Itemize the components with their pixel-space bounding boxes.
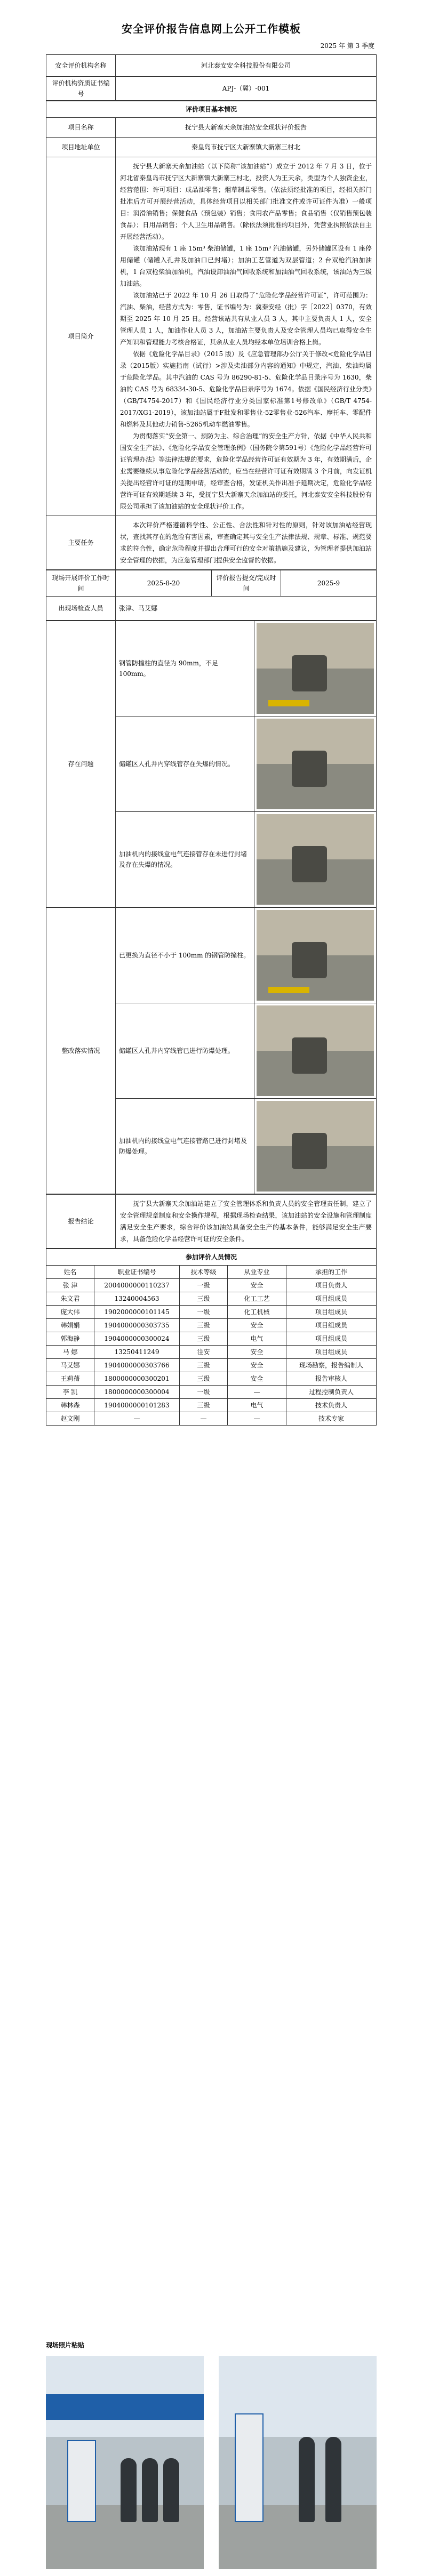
cell: 三级 <box>180 1292 228 1306</box>
project-section-title: 评价项目基本情况 <box>46 101 377 118</box>
table-row <box>46 1386 377 1399</box>
table-row <box>46 1359 377 1372</box>
rectify-label: 整改落实情况 <box>46 908 116 1194</box>
cell: 项目组成员 <box>286 1306 377 1319</box>
intro-paragraph: 依据《危险化学品目录》（2015 版）及《应急管理部办公厅关于修改<危险化学品目录（2015版）实施指南（试行）>涉及柴油部分内容的通知》中规定，汽油、柴油均属于危险化学品。其中汽油的 CAS 号为 86290-81-5、危险化学品目录序号为 1630，柴油的 CAS 号为 68334-30-5、危险化学品目录序号为 1674。依据《国民经济行业分类》（GB/T4754-2017）和《国民经济行业分类国家标准第1号修改单》（GB/T 4754-2017/XG1-2019），该加油站属于F批发和零售业-52零售业-526汽车、摩托车、零配件和燃料及其他动力销售-5265机动车燃油零售。 <box>120 350 372 428</box>
site-photo-1 <box>46 2356 204 2569</box>
column-header: 姓名 <box>46 1266 94 1279</box>
issue-photo <box>257 719 374 809</box>
table-row <box>46 1372 377 1386</box>
rectify-photo <box>257 1101 374 1192</box>
cell: 项目组成员 <box>286 1346 377 1359</box>
issues-table <box>46 621 377 907</box>
visit-date-label: 现场开展评价工作时间 <box>46 570 116 597</box>
issue-photo <box>257 623 374 714</box>
cell: 郭海静 <box>46 1332 94 1346</box>
cell: 三级 <box>180 1399 228 1412</box>
rectify-table <box>46 907 377 1194</box>
table-row <box>46 1306 377 1319</box>
task-paragraph: 本次评价严格遵循科学性、公正性、合法性和针对性的原则，针对该加油站经营现状，查找其存在的危险有害因素，审查确定其与安全生产法律法规、规章、标准、规范要求的符合性，确定危险程度并提出合理可行的安全对策措施及建议，为管理者提供加油站安全管理的依据，为应急管理部门提供安全监督的依据。 <box>120 521 372 564</box>
issue-photo <box>257 814 374 905</box>
cell: 过程控制负责人 <box>286 1386 377 1399</box>
column-header: 技术等级 <box>180 1266 228 1279</box>
intro-paragraph: 抚宁县大新寨天余加油站（以下简称“该加油站”）成立于 2012 年 7 月 3 日，位于河北省秦皇岛市抚宁区大新寨镇大新寨三村北，投资人为王天余，类型为个人独资企业，经营范围：许可项目：成品油零售；烟草制品零售。（依法须经批准的项目，经相关部门批准后方可开展经营活动，具体经营项目以相关部门批准文件或许可证件为准）一般项目：润滑油销售；保健食品（预包装）销售；食用农产品零售；食品销售（仅销售预包装食品）；日用品销售；个人卫生用品销售。（除依法须批准的项目外，凭营业执照依法自主开展经营活动）。 <box>120 163 372 240</box>
conclusion-table <box>46 1194 377 1249</box>
cell: 13240004563 <box>94 1292 180 1306</box>
column-header: 承担的工作 <box>286 1266 377 1279</box>
cell: 韩娟娟 <box>46 1319 94 1332</box>
cell: 1800000000300004 <box>94 1386 180 1399</box>
cell: 三级 <box>180 1359 228 1372</box>
cell: 1902000000101145 <box>94 1306 180 1319</box>
cell: 赵文刚 <box>46 1412 94 1426</box>
participants-section-title: 参加评价人员情况 <box>46 1249 377 1266</box>
project-address-label: 项目地址单位 <box>46 138 116 157</box>
project-name-label: 项目名称 <box>46 118 116 138</box>
cell: 安全 <box>228 1319 286 1332</box>
cell: 现场勘察，报告编制人 <box>286 1359 377 1372</box>
agency-name-label: 安全评价机构名称 <box>46 55 116 77</box>
rectify-text: 加油机内的接线盒电气连接管路已进行封堵及防爆处理。 <box>116 1099 254 1194</box>
cell: 化工机械 <box>228 1306 286 1319</box>
table-row <box>46 1292 377 1306</box>
cell: 项目组成员 <box>286 1319 377 1332</box>
cell: 1904000000101283 <box>94 1399 180 1412</box>
cell: 报告审核人 <box>286 1372 377 1386</box>
column-header: 职业证书编号 <box>94 1266 180 1279</box>
cell: 张 津 <box>46 1279 94 1292</box>
site-photo-2 <box>219 2356 377 2569</box>
cell: 一级 <box>180 1306 228 1319</box>
inspectors-label: 出现场检查人员 <box>46 597 116 621</box>
rectify-photo <box>257 1005 374 1096</box>
cell: — <box>94 1412 180 1426</box>
cell: 项目组成员 <box>286 1332 377 1346</box>
task-content <box>116 516 377 570</box>
agency-license-value: APJ-（冀）-001 <box>116 77 377 101</box>
cell: 马艾娜 <box>46 1359 94 1372</box>
agency-name-value: 河北泰安安全科技股份有限公司 <box>116 55 377 77</box>
cell: 一级 <box>180 1279 228 1292</box>
agency-table <box>46 54 377 101</box>
cell: 三级 <box>180 1319 228 1332</box>
cell: 1904000000300024 <box>94 1332 180 1346</box>
table-row <box>46 1332 377 1346</box>
cell: 技术负责人 <box>286 1399 377 1412</box>
inspectors-value: 张津、马艾娜 <box>116 597 377 621</box>
document <box>46 0 377 1426</box>
cell: 2004000000110237 <box>94 1279 180 1292</box>
cell: 1904000000303735 <box>94 1319 180 1332</box>
conclusion-text: 抚宁县大新寨天余加油站建立了安全管理体系和负责人员的安全管理责任制，建立了安全管理规章制度和安全操作规程，根据现场检查结果，该加油站的安全设施和管理制度满足安全生产要求，综合评价该加油站具备安全生产的基本条件，能够满足安全生产要求，具备危险化学品经营许可证的安全条件。 <box>116 1195 377 1249</box>
cell: 李 凯 <box>46 1386 94 1399</box>
cell: 技术专家 <box>286 1412 377 1426</box>
rectify-text: 已更换为直径不小于 100mm 的钢管防撞柱。 <box>116 908 254 1003</box>
cell: 项目负责人 <box>286 1279 377 1292</box>
issue-text: 储罐区人孔井内穿线管存在失爆的情况。 <box>116 717 254 812</box>
issue-text: 加油机内的接线盒电气连接管存在未进行封堵及存在失爆的情况。 <box>116 812 254 907</box>
report-date: 2025 年 第 3 季度 <box>320 42 374 50</box>
site-photos-label: 现场照片粘贴 <box>46 2341 85 2349</box>
cell: 韩林森 <box>46 1399 94 1412</box>
project-address-value: 秦皇岛市抚宁区大新寨镇大新寨三村北 <box>116 138 377 157</box>
table-row <box>46 1412 377 1426</box>
agency-license-label: 评价机构资质证书编号 <box>46 77 116 101</box>
site-photos <box>46 2340 377 2569</box>
cell: 马 娜 <box>46 1346 94 1359</box>
project-name-value: 抚宁县大新寨天余加油站安全现状评价报告 <box>116 118 377 138</box>
visit-table <box>46 570 377 621</box>
cell: 1904000000303766 <box>94 1359 180 1372</box>
project-intro <box>116 157 377 516</box>
cell: 一级 <box>180 1386 228 1399</box>
intro-paragraph: 该加油站现有 1 座 15m³ 柴油储罐，1 座 15m³ 汽油储罐，另外储罐区设有 1 座停用储罐（储罐入孔井及加油口已封堵）；加油工艺管道为双层管道；2 台双枪汽油加油机，1 台双枪柴油加油机，汽油设卸油油气回收系统和加油油气回收系统，该油站为三级加油站。 <box>120 245 372 287</box>
rectify-text: 储罐区人孔井内穿线管已进行防爆处理。 <box>116 1003 254 1099</box>
cell: 注安 <box>180 1346 228 1359</box>
table-row <box>46 1319 377 1332</box>
project-intro-label: 项目简介 <box>46 157 116 516</box>
cell: 安全 <box>228 1359 286 1372</box>
table-row <box>46 1399 377 1412</box>
intro-paragraph: 该加油站已于 2022 年 10 月 26 日取得了“危险化学品经营许可证”，许可范围为：汽油、柴油，经营方式为：零售，证书编号为：冀秦安经（批）字［2022］0370，有效期至 2025 年 10 月 25 日。经营该站共有从业人员 3 人，其中主要负责人 1 人，安全管理人员 1 人，加油作业人员 3 人，加油站主要负责人及安全管理人员均已取得安全生产知识和管理能力考核合格证，其余从业人员均经本单位培训合格上岗。 <box>120 292 372 346</box>
cell: 13250411249 <box>94 1346 180 1359</box>
cell: 王莉蒨 <box>46 1372 94 1386</box>
cell: 三级 <box>180 1372 228 1386</box>
cell: 三级 <box>180 1332 228 1346</box>
cell: — <box>228 1412 286 1426</box>
cell: 安全 <box>228 1346 286 1359</box>
cell: — <box>228 1386 286 1399</box>
intro-paragraph: 为贯彻落实“安全第一、预防为主、综合治理”的安全生产方针，依据《中华人民共和国安全生产法》、《危险化学品安全管理条例》（国务院令第591号）《危险化学品经营许可证管理办法》等法律法规的要求，危险化学品经营许可证有效期为 3 年，有效期满后，企业需要继续从事危险化学品经营活动的，应当在经营许可证有效期满 3 个月前，向发证机关提出经营许可证的延期申请，经审查合格，发证机关作出准予延期决定，危险化学品经营许可证有效期延续 3 年，受抚宁县大新寨天余加油站的委托，河北泰安安全科技股份有限公司承担了该加油站的安全现状评价工作。 <box>120 432 372 510</box>
report-time-value: 2025-9 <box>281 570 377 597</box>
table-row <box>46 1346 377 1359</box>
cell: 庞大伟 <box>46 1306 94 1319</box>
column-header: 从业专业 <box>228 1266 286 1279</box>
issue-text: 钢管防撞柱的直径为 90mm，不足 100mm。 <box>116 621 254 717</box>
cell: — <box>180 1412 228 1426</box>
cell: 电气 <box>228 1332 286 1346</box>
conclusion-label: 报告结论 <box>46 1195 116 1249</box>
cell: 化工工艺 <box>228 1292 286 1306</box>
rectify-photo <box>257 910 374 1001</box>
task-label: 主要任务 <box>46 516 116 570</box>
cell: 电气 <box>228 1399 286 1412</box>
cell: 1800000000300201 <box>94 1372 180 1386</box>
visit-date-value: 2025-8-20 <box>116 570 212 597</box>
participants-table <box>46 1249 377 1426</box>
cell: 安全 <box>228 1279 286 1292</box>
page-title: 安全评价报告信息网上公开工作模板 <box>122 22 301 35</box>
project-table <box>46 101 377 570</box>
cell: 安全 <box>228 1372 286 1386</box>
cell: 项目组成员 <box>286 1292 377 1306</box>
table-row <box>46 1279 377 1292</box>
issues-label: 存在问题 <box>46 621 116 907</box>
cell: 朱文君 <box>46 1292 94 1306</box>
report-time-label: 评价报告提交/完成时间 <box>212 570 281 597</box>
